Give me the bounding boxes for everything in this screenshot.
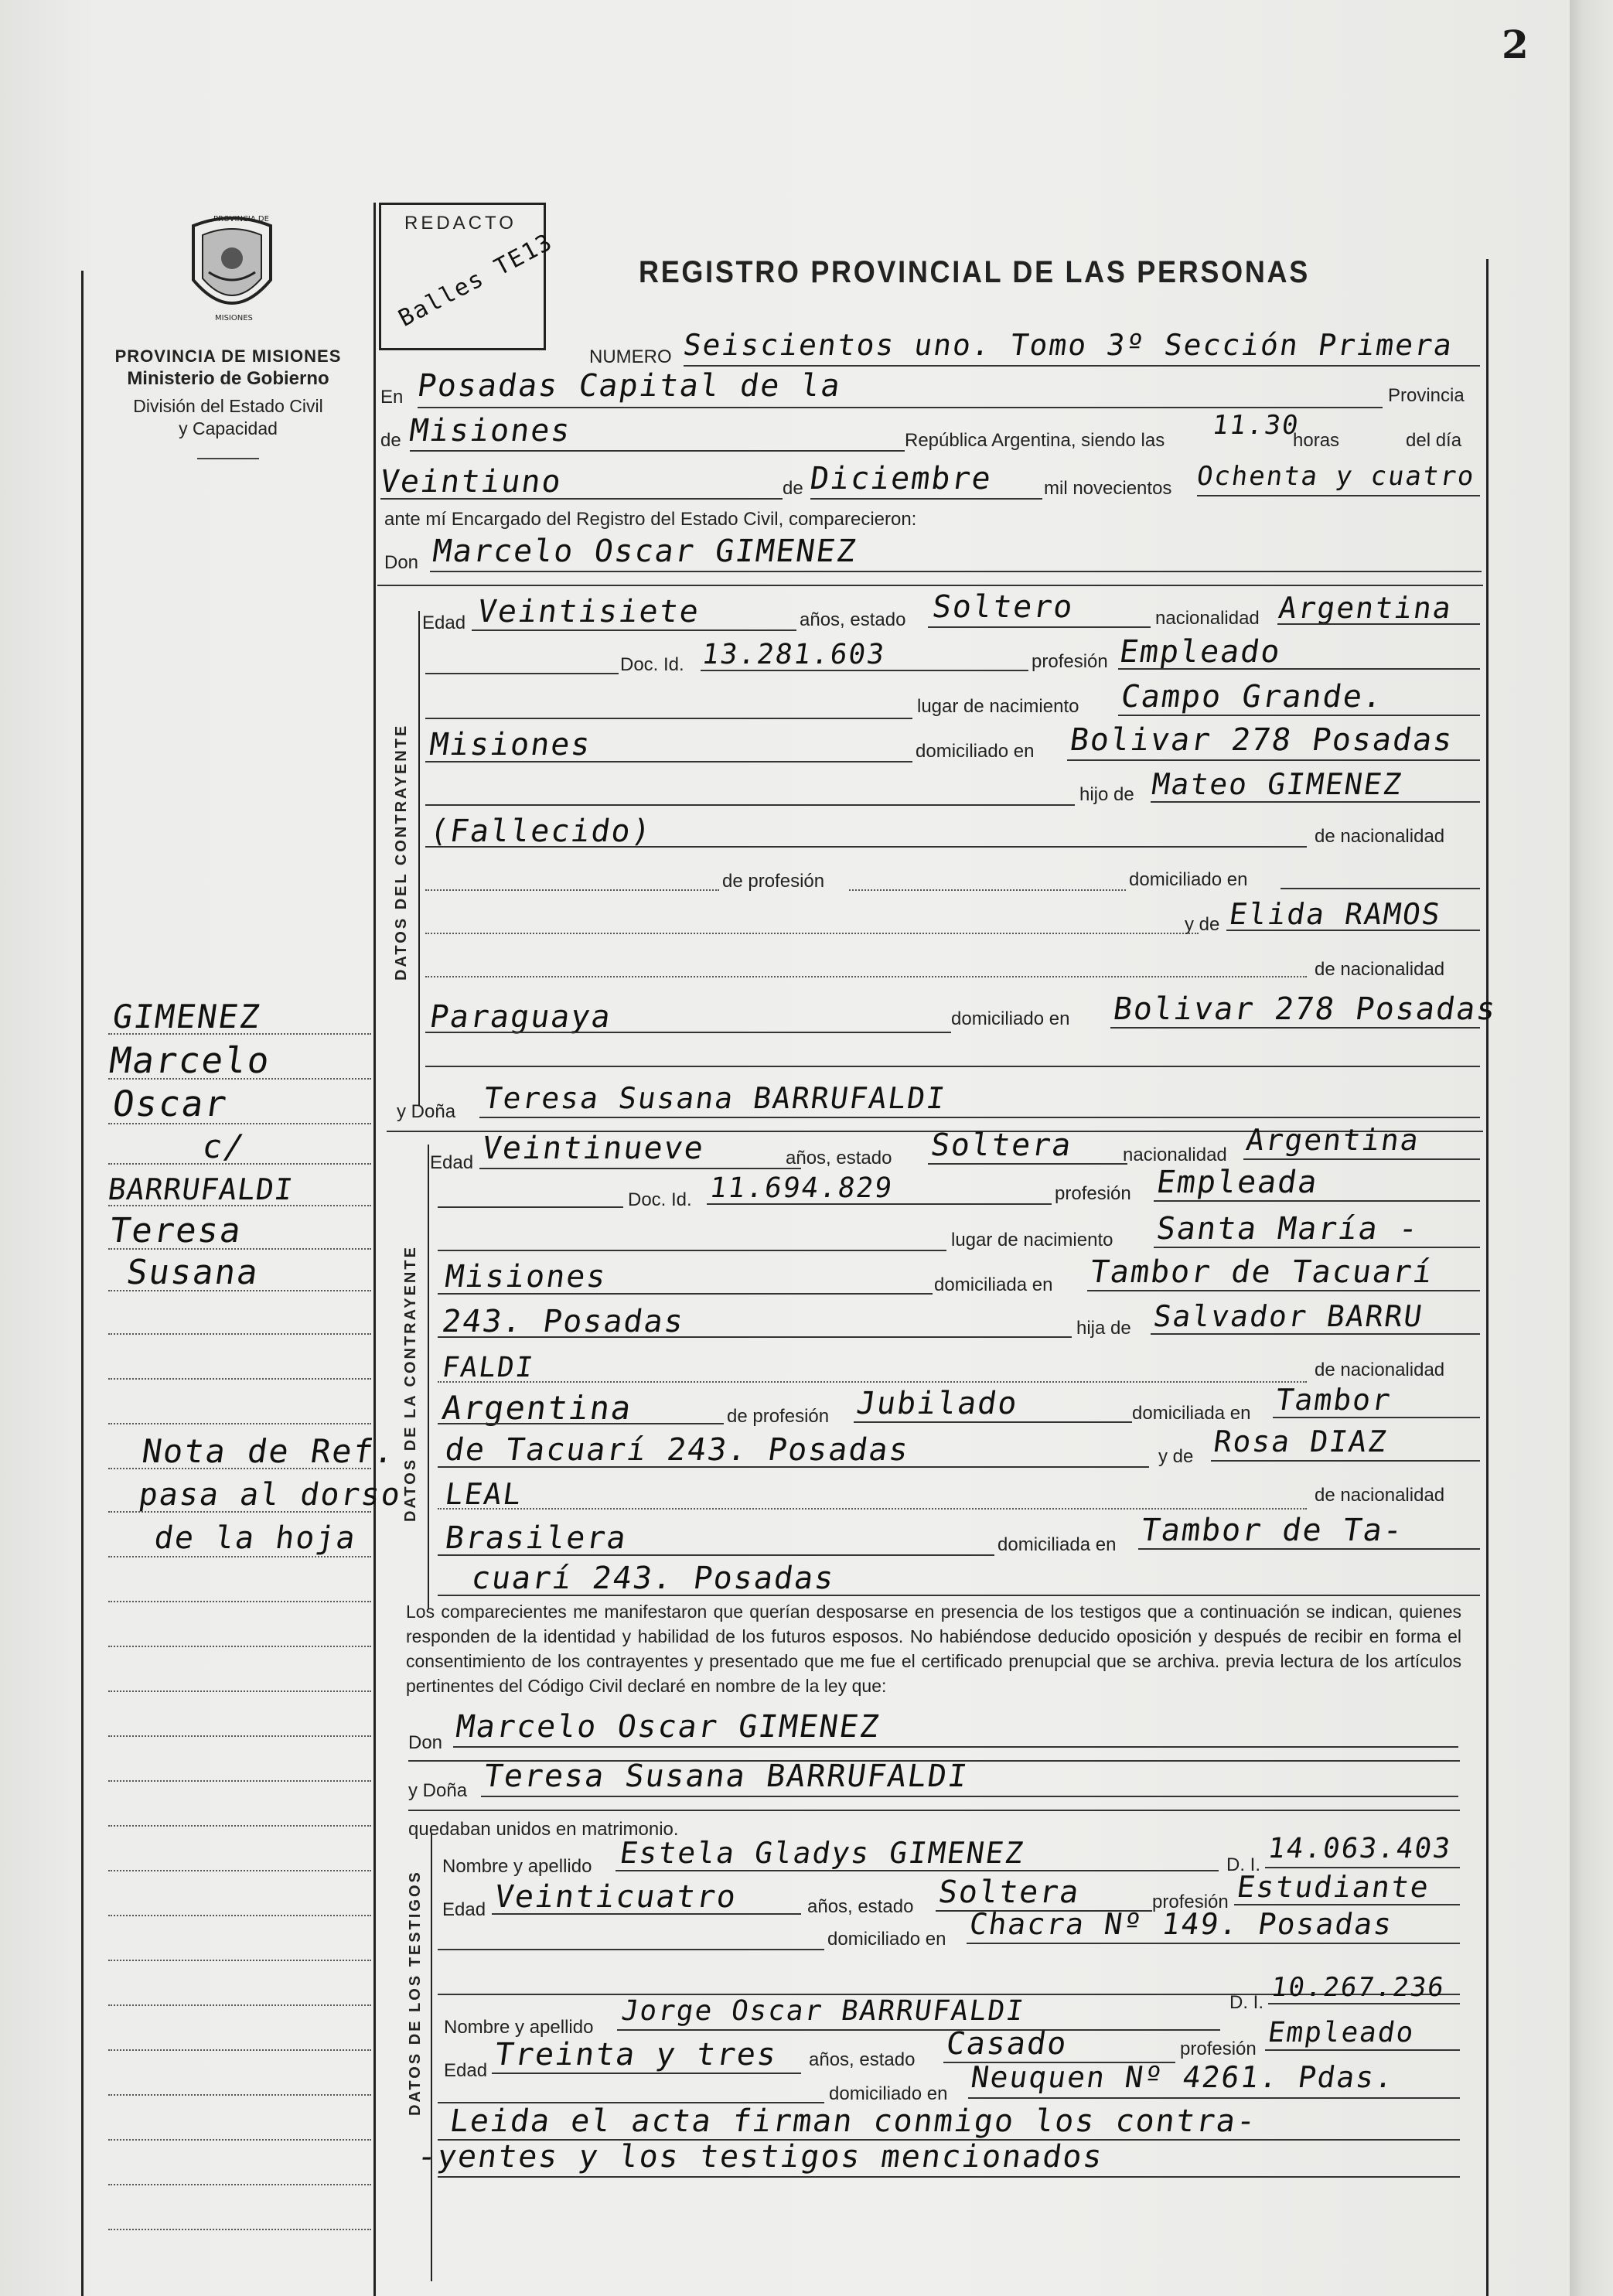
margin-name-2: Marcelo — [107, 1039, 274, 1081]
t2-estado-value: Casado — [943, 2026, 1070, 2062]
margin-rule-13 — [108, 1556, 371, 1557]
t1-nombre-value: Estela Gladys GIMENEZ — [617, 1836, 1027, 1870]
dia-rule — [380, 498, 783, 500]
c-nac-value: Argentina — [1276, 591, 1454, 625]
page-edge-shadow — [1570, 0, 1613, 2296]
c-dom-value: Bolivar 278 Posadas — [1067, 722, 1456, 758]
f-madre-value: Rosa DIAZ — [1211, 1424, 1390, 1458]
margin-note-2: pasa al dorso — [136, 1477, 404, 1513]
c-dom2-rule — [1281, 888, 1480, 889]
margin-rule-10 — [108, 1423, 371, 1424]
margin-outer-line — [81, 271, 84, 2296]
f-nac-value: Argentina — [1243, 1123, 1422, 1157]
numero-rule — [684, 365, 1480, 367]
f-dona-label: y Doña — [397, 1101, 456, 1122]
f-lugar-value-2: Misiones — [442, 1259, 609, 1295]
closing-line-2: -yentes y los testigos mencionados — [414, 2139, 1107, 2175]
t2-nombre-rule — [617, 2029, 1220, 2031]
margin-rule-8 — [108, 1333, 371, 1335]
f-lugar-value: Santa María - — [1154, 1211, 1422, 1247]
declaration-text: Los comparecientes me manifestaron que querían desposarse en presencia de los testigos que a continuación se indican, quienes responden de la identidad y habilidad de los futuros esposos. No habiéndose deducido oposición y después de recibir en forma el consentimiento de los contrayentes y presentado que me fue el certificado prenupcial que se archiva. previa lectura de los artículos pertinentes del Código Civil declaré en nombre de la ley que: — [406, 1602, 1461, 1696]
t1-edad-rule — [492, 1913, 801, 1915]
anio-value: Ochenta y cuatro — [1195, 461, 1478, 492]
c-yde-label: y de — [1185, 914, 1220, 935]
f-dona-rule — [479, 1117, 1480, 1118]
contrayente-f-bracket — [428, 1145, 429, 1609]
header-ministry: Ministerio de Gobierno — [127, 368, 329, 389]
c-nac-label: nacionalidad — [1155, 608, 1260, 629]
f-dom-2-rule — [438, 1336, 1072, 1338]
c-dom2-label: domiciliado en — [1129, 869, 1248, 890]
en-value: Posadas Capital de la — [414, 368, 844, 404]
margin-rule-11 — [108, 1468, 371, 1469]
t2-anios-label: años, estado — [809, 2049, 916, 2070]
c-prof-value: Empleado — [1117, 634, 1284, 670]
c-lugar-label: lugar de nacimiento — [917, 696, 1079, 717]
margin-rule-17 — [108, 1735, 371, 1737]
f-dom2-label: domiciliada en — [1132, 1403, 1251, 1424]
don-label: Don — [384, 552, 419, 573]
t1-dom-value: Chacra Nº 149. Posadas — [967, 1907, 1396, 1941]
t2-nombre-label: Nombre y apellido — [444, 2017, 594, 2038]
margin-rule-26 — [108, 2139, 371, 2141]
closing-rule-2 — [438, 2176, 1460, 2178]
horas-value: 11.30 — [1210, 410, 1302, 441]
don-rule-2 — [377, 585, 1483, 586]
stamp-label: REDACTO — [404, 213, 517, 234]
t1-di-rule — [1265, 1867, 1460, 1868]
f-estado-rule — [928, 1163, 1127, 1165]
margin-rule-24 — [108, 2049, 371, 2051]
c-doc-lead-rule — [425, 673, 619, 674]
f-anios-label: años, estado — [786, 1148, 892, 1168]
c-lugar-value: Campo Grande. — [1118, 679, 1386, 715]
margin-rule-2 — [108, 1078, 371, 1080]
f-edad-value: Veintinueve — [479, 1131, 708, 1166]
redacto-stamp — [379, 203, 558, 350]
header-division-1: División del Estado Civil — [133, 396, 323, 416]
f-dom3-label: domiciliada en — [997, 1534, 1117, 1555]
margin-rule-19 — [108, 1825, 371, 1827]
f-madre-2-rule — [438, 1508, 1307, 1510]
f-prof-rule — [1154, 1200, 1480, 1202]
c-lugar-lead-rule — [425, 718, 912, 719]
t2-edad-rule — [492, 2073, 801, 2074]
f-doc-lead-rule — [438, 1206, 623, 1208]
t2-nombre-value: Jorge Oscar BARRUFALDI — [619, 1995, 1027, 2027]
t1-edad-label: Edad — [442, 1899, 486, 1920]
decl-don-label: Don — [408, 1732, 443, 1753]
c-de-nac-label: de nacionalidad — [1315, 826, 1445, 847]
margin-rule-20 — [108, 1870, 371, 1871]
c-lugar-value-2: Misiones — [427, 727, 594, 762]
f-padre-dom-2-rule — [438, 1466, 1149, 1468]
numero-label: NUMERO — [589, 346, 672, 367]
c-madre-rule — [1226, 930, 1480, 931]
de-value: Misiones — [407, 413, 574, 449]
t1-anios-label: años, estado — [807, 1896, 914, 1917]
t1-edad-value: Veinticuatro — [492, 1879, 740, 1915]
c-prof-rule — [1118, 668, 1480, 670]
f-padre-rule — [1151, 1333, 1480, 1335]
f-padre-dom-value-2: de Tacuarí 243. Posadas — [442, 1432, 912, 1468]
f-padre-2-rule — [438, 1381, 1307, 1383]
header-divider — [197, 458, 259, 459]
c-de-nac2-lead — [425, 976, 1307, 977]
f-lugar-lead-rule — [438, 1250, 946, 1251]
c-yde-lead — [425, 933, 1199, 934]
t1-prof-label: profesión — [1152, 1892, 1229, 1912]
margin-rule-5 — [108, 1205, 371, 1206]
c-dom3-label: domiciliado en — [951, 1008, 1070, 1029]
decl-dona-value: Teresa Susana BARRUFALDI — [481, 1759, 971, 1794]
c-de-nac2-label: de nacionalidad — [1315, 959, 1445, 980]
t1-nombre-rule — [616, 1870, 1219, 1871]
decl-don-value: Marcelo Oscar GIMENEZ — [453, 1709, 882, 1745]
c-anios-label: años, estado — [800, 609, 906, 630]
c-dom-label: domiciliado en — [916, 741, 1035, 762]
c-de-prof-rule — [849, 889, 1126, 891]
c-madre-dom-value: Bolivar 278 Posadas — [1110, 991, 1499, 1027]
margin-rule-25 — [108, 2094, 371, 2096]
f-padre-dom-value: Tambor — [1273, 1383, 1394, 1417]
margin-rule-4 — [108, 1163, 371, 1165]
t1-di-value: 14.063.403 — [1266, 1833, 1454, 1864]
header-province: PROVINCIA DE MISIONES — [114, 346, 342, 366]
margin-inner-line — [373, 203, 376, 2296]
f-lugar-label: lugar de nacimiento — [951, 1230, 1113, 1250]
t1-estado-value: Soltera — [936, 1875, 1083, 1910]
c-padre-value-2: (Fallecido) — [427, 814, 655, 849]
horas-label: horas — [1293, 430, 1340, 451]
f-padre-dom-rule — [1273, 1417, 1480, 1418]
margin-name-5: BARRUFALDI — [105, 1172, 295, 1206]
de-label: de — [380, 430, 401, 451]
margin-rule-28 — [108, 2229, 371, 2230]
t2-dom-label: domiciliado en — [829, 2083, 948, 2104]
t2-di-value: 10.267.236 — [1269, 1972, 1448, 2003]
margin-name-7: Susana — [124, 1253, 262, 1292]
provincial-emblem-icon — [178, 210, 286, 326]
f-madre-nac-value: Brasilera — [442, 1520, 629, 1556]
c-blank-rule — [425, 1066, 1480, 1067]
c-hijo-label: hijo de — [1079, 784, 1134, 805]
ante-mi-text: ante mí Encargado del Registro del Estado Civil, comparecieron: — [384, 509, 917, 530]
c-madre-nac-value: Paraguaya — [427, 999, 614, 1035]
margin-note-3: de la hoja — [152, 1520, 360, 1556]
margin-rule-22 — [108, 1960, 371, 1961]
emblem-bottom-text: MISIONES — [215, 314, 253, 322]
f-madre-dom-2-rule — [438, 1595, 1480, 1596]
don-rule — [430, 571, 1482, 572]
contrayente-bracket — [418, 611, 420, 1106]
c-padre-value: Mateo GIMENEZ — [1149, 767, 1405, 801]
margin-rule-7 — [108, 1290, 371, 1291]
c-edad-label: Edad — [422, 612, 466, 633]
de-mes-label: de — [783, 478, 803, 499]
mes-value: Diciembre — [807, 461, 994, 496]
del-dia-label: del día — [1406, 430, 1462, 451]
t2-dom-rule — [968, 2097, 1460, 2099]
margin-rule-14 — [108, 1601, 371, 1602]
header-division-2: y Capacidad — [179, 418, 278, 438]
f-lugar-rule — [1154, 1247, 1480, 1248]
anio-rule — [1197, 495, 1480, 496]
t2-dom-value: Neuquen Nº 4261. Pdas. — [968, 2060, 1397, 2094]
de-rule — [410, 450, 905, 452]
t1-dom-rule — [967, 1943, 1460, 1944]
f-padre-prof-value: Jubilado — [854, 1386, 1021, 1421]
f-dom-value-2: 243. Posadas — [439, 1304, 687, 1339]
c-de-prof-lead — [425, 889, 719, 891]
t2-prof-rule — [1265, 2049, 1460, 2051]
f-doc-rule — [707, 1203, 1052, 1205]
decl-dona-rule-2 — [408, 1810, 1460, 1811]
margin-rule-18 — [108, 1780, 371, 1782]
f-padre-nac-rule — [438, 1423, 724, 1424]
f-madre-nac-rule — [438, 1554, 994, 1556]
margin-rule-21 — [108, 1915, 371, 1916]
c-lugar-rule — [1118, 715, 1480, 716]
margin-rule-12 — [108, 1511, 371, 1513]
margin-rule-3 — [108, 1123, 371, 1124]
t1-nombre-label: Nombre y apellido — [442, 1856, 592, 1877]
mes-rule — [810, 498, 1042, 500]
decl-dona-label: y Doña — [408, 1780, 468, 1801]
f-prof-value: Empleada — [1154, 1165, 1321, 1200]
c-doc-value: 13.281.603 — [700, 639, 888, 670]
f-de-prof-label: de profesión — [727, 1406, 830, 1427]
c-edad-value: Veintisiete — [475, 594, 703, 629]
t1-prof-rule — [1234, 1904, 1460, 1905]
f-edad-rule — [479, 1168, 801, 1169]
page-number: 2 — [1502, 22, 1529, 67]
c-madre-nac-rule — [425, 1032, 951, 1033]
f-dom-label: domiciliada en — [934, 1274, 1053, 1295]
numero-value: Seiscientos uno. Tomo 3º Sección Primera — [680, 328, 1456, 362]
f-dom-rule — [1087, 1290, 1480, 1291]
margin-rule-15 — [108, 1646, 371, 1647]
quedaban-text: quedaban unidos en matrimonio. — [408, 1819, 679, 1840]
t1-dom-label: domiciliado en — [827, 1929, 946, 1950]
margin-rule-6 — [108, 1248, 371, 1250]
c-estado-rule — [928, 626, 1151, 628]
f-estado-value: Soltera — [928, 1128, 1075, 1163]
c-padre-2-rule — [425, 846, 1307, 848]
t2-prof-label: profesión — [1180, 2038, 1257, 2059]
stamp-signature: Balles TE13 — [394, 228, 558, 333]
t1-prof-value: Estudiante — [1234, 1870, 1432, 1904]
republica-label: República Argentina, siendo las — [905, 430, 1165, 451]
f-madre-value-2: LEAL — [442, 1477, 525, 1511]
f-padre-nac-value: Argentina — [439, 1389, 636, 1427]
c-nac-rule — [1277, 623, 1480, 625]
margin-rule-1 — [108, 1033, 371, 1035]
don-value: Marcelo Oscar GIMENEZ — [430, 534, 859, 569]
f-dom-value: Tambor de Tacuarí — [1087, 1254, 1436, 1290]
c-prof-label: profesión — [1032, 651, 1108, 672]
margin-name-4: c/ — [199, 1128, 248, 1165]
margin-rule-9 — [108, 1378, 371, 1380]
t2-di-rule — [1268, 2003, 1460, 2004]
margin-rule-23 — [108, 2004, 371, 2006]
testigos-side-label: DATOS DE LOS TESTIGOS — [407, 1870, 424, 2116]
c-hijo-lead-rule — [425, 804, 1075, 806]
f-yde-label: y de — [1158, 1446, 1194, 1467]
contrayente-f-side-label: DATOS DE LA CONTRAYENTE — [402, 1245, 419, 1522]
t2-di-label: D. I. — [1229, 1992, 1264, 2013]
closing-line-1: Leida el acta firman conmigo los contra- — [447, 2103, 1260, 2139]
right-frame-line — [1486, 259, 1489, 2296]
t2-prof-value: Empleado — [1266, 2017, 1417, 2049]
emblem-top-text: PROVINCIA DE — [213, 215, 269, 223]
f-dona-value: Teresa Susana BARRUFALDI — [481, 1081, 949, 1115]
contrayente-side-label: DATOS DEL CONTRAYENTE — [393, 723, 410, 981]
c-madre-dom-rule — [1110, 1027, 1480, 1029]
margin-name-6: Teresa — [107, 1211, 245, 1250]
t1-di-label: D. I. — [1226, 1854, 1261, 1875]
provincia-label: Provincia — [1388, 385, 1465, 406]
margin-name-3: Oscar — [110, 1083, 231, 1124]
margin-note-1: Nota de Ref. — [139, 1432, 398, 1470]
testigos-bracket — [431, 1833, 432, 2281]
c-lugar-2-rule — [425, 761, 912, 762]
c-de-prof-label: de profesión — [722, 871, 825, 892]
decl-dona-rule — [481, 1796, 1458, 1797]
f-lugar-2-rule — [438, 1293, 933, 1295]
f-edad-label: Edad — [430, 1152, 474, 1173]
c-estado-value: Soltero — [929, 589, 1076, 625]
f-madre-dom-rule — [1138, 1548, 1480, 1550]
c-padre-rule — [1151, 801, 1480, 803]
f-doc-label: Doc. Id. — [628, 1189, 692, 1210]
mil-label: mil novecientos — [1044, 478, 1172, 499]
f-hija-label: hija de — [1076, 1318, 1131, 1339]
f-nac-rule — [1243, 1158, 1480, 1160]
c-doc-label: Doc. Id. — [620, 654, 684, 675]
t2-edad-value: Treinta y tres — [492, 2037, 780, 2073]
dia-value: Veintiuno — [377, 464, 564, 500]
f-prof-label: profesión — [1055, 1183, 1131, 1204]
document-title: REGISTRO PROVINCIAL DE LAS PERSONAS — [639, 255, 1310, 289]
f-de-nac-label: de nacionalidad — [1315, 1360, 1445, 1380]
f-madre-dom-value-2: cuarí 243. Posadas — [469, 1561, 837, 1596]
en-rule — [418, 407, 1383, 408]
c-edad-rule — [472, 629, 796, 631]
c-madre-value: Elida RAMOS — [1226, 897, 1444, 931]
t1-dom-lead-rule — [438, 1949, 824, 1950]
f-nac-label: nacionalidad — [1123, 1145, 1227, 1165]
f-madre-rule — [1211, 1460, 1480, 1462]
margin-rule-27 — [108, 2184, 371, 2185]
c-doc-rule — [701, 670, 1028, 671]
f-madre-dom-value: Tambor de Ta- — [1138, 1513, 1407, 1548]
f-padre-value: Salvador BARRU — [1151, 1299, 1426, 1333]
margin-name-1: GIMENEZ — [110, 998, 264, 1035]
f-doc-value: 11.694.829 — [708, 1172, 895, 1204]
f-padre-prof-rule — [854, 1421, 1132, 1423]
en-label: En — [380, 387, 404, 408]
t2-edad-label: Edad — [444, 2060, 488, 2081]
f-de-nac2-label: de nacionalidad — [1315, 1485, 1445, 1506]
margin-rule-16 — [108, 1690, 371, 1692]
decl-don-rule — [453, 1746, 1458, 1748]
f-padre-value-2: FALDI — [440, 1352, 537, 1383]
c-dom-rule — [1067, 759, 1480, 761]
